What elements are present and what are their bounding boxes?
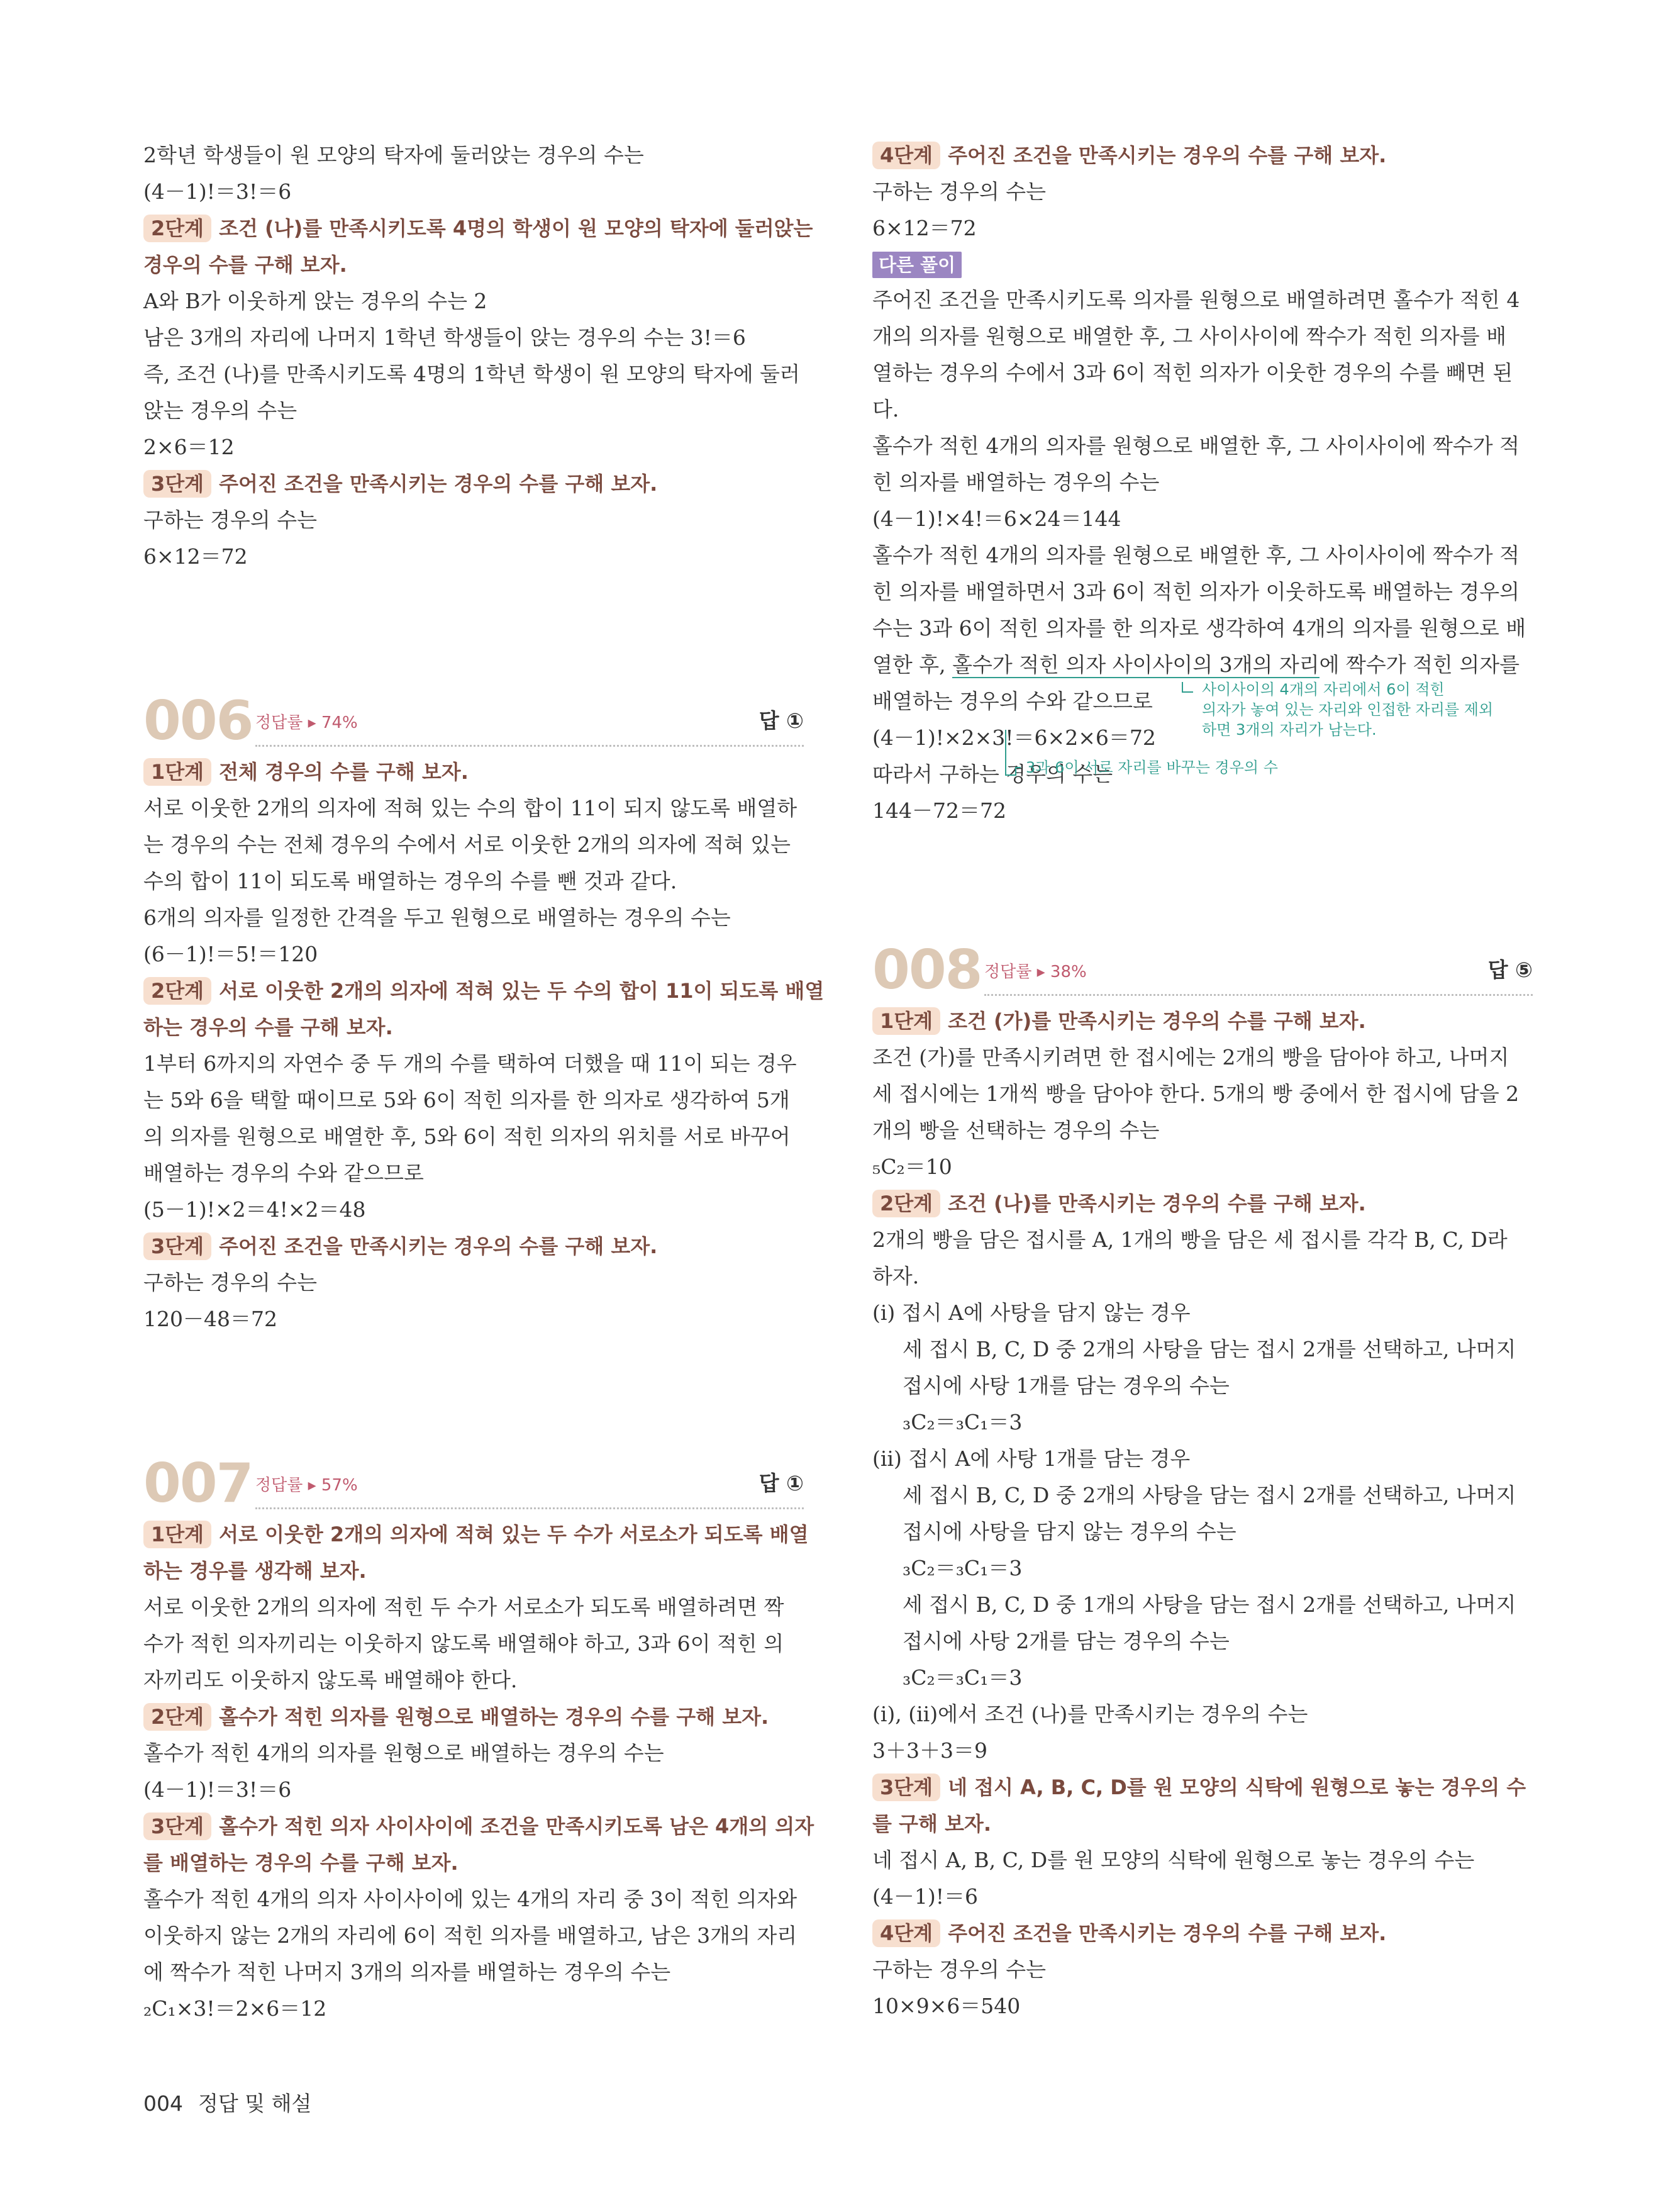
step-heading-line: [143, 1228, 804, 1265]
text-line: 는 경우의 수는 전체 경우의 수에서 서로 이웃한 2개의 의자에 적혀 있는: [143, 832, 791, 857]
step-heading-line: [143, 754, 804, 790]
step-heading-line: [872, 1915, 1533, 1952]
step-title: 하는 경우를 생각해 보자.: [143, 1559, 367, 1583]
text-line: 세 접시에는 1개씩 빵을 담아야 한다. 5개의 빵 중에서 한 접시에 담을 2: [872, 1081, 1520, 1106]
step-heading-line: [872, 1003, 1533, 1039]
step-heading: [872, 1915, 1533, 1952]
text-line: 구하는 경우의 수는: [872, 179, 1047, 204]
text-line: 힌 의자를 배열하면서 3과 6이 적힌 의자가 이웃하도록 배열하는 경우의: [872, 579, 1520, 604]
text-line: 즉, 조건 (나)를 만족시키도록 4명의 1학년 학생이 원 모양의 탁자에 둘러: [143, 362, 800, 386]
text-line: 개의 의자를 원형으로 배열한 후, 그 사이사이에 짝수가 적힌 의자를 배: [872, 324, 1506, 349]
step-badge: 2단계: [143, 1703, 211, 1731]
step-badge: 2단계: [872, 1190, 940, 1217]
step-heading: [143, 210, 813, 283]
step-title: 주어진 조건을 만족시키는 경우의 수를 구해 보자.: [948, 1921, 1387, 1945]
text-line: 6개의 의자를 일정한 간격을 두고 원형으로 배열하는 경우의 수는: [143, 905, 731, 930]
text-line: 다.: [872, 397, 899, 422]
text-line: 3＋3＋3＝9: [872, 1738, 987, 1763]
dotted-divider: [255, 745, 804, 747]
answer-label: 답 ①: [759, 1471, 804, 1495]
text-line: ₃C₂＝₃C₁＝3: [903, 1410, 1023, 1434]
text-line: 홀수가 적힌 4개의 의자를 원형으로 배열한 후, 그 사이사이에 짝수가 적: [872, 543, 1520, 567]
text-line: 구하는 경우의 수는: [872, 1957, 1047, 1982]
correct-rate: 정답률 ▸ 74%: [255, 713, 358, 732]
text-line: 는 5와 6을 택할 때이므로 5와 6이 적힌 의자를 한 의자로 생각하여 5개: [143, 1088, 790, 1112]
step-heading-line: [872, 1806, 1533, 1842]
text-line: 에 짝수가 적힌 나머지 3개의 의자를 배열하는 경우의 수는: [143, 1960, 671, 1984]
text-line: 조건 (가)를 만족시키려면 한 접시에는 2개의 빵을 담아야 하고, 나머지: [872, 1045, 1509, 1070]
text-block: [143, 790, 804, 973]
step-heading-line: [143, 1699, 804, 1735]
step-title: 전체 경우의 수를 구해 보자.: [219, 760, 469, 784]
text-line: 앉는 경우의 수는: [143, 398, 297, 423]
text-line: 하면 3개의 자리가 남는다.: [1202, 721, 1377, 739]
step-title: 주어진 조건을 만족시키는 경우의 수를 구해 보자.: [219, 472, 658, 496]
step-title: 서로 이웃한 2개의 의자에 적혀 있는 두 수의 합이 11이 되도록 배열: [219, 979, 825, 1003]
step-heading: [143, 754, 804, 790]
step-title: 네 접시 A, B, C, D를 원 모양의 식탁에 원형으로 놓는 경우의 수: [948, 1775, 1526, 1799]
text-line: 남은 3개의 자리에 나머지 1학년 학생들이 앉는 경우의 수는 3!＝6: [143, 325, 746, 350]
step-title: 조건 (가)를 만족시키는 경우의 수를 구해 보자.: [948, 1009, 1366, 1033]
problem-header-007: [143, 1453, 804, 1516]
text-line: 하자.: [872, 1264, 920, 1288]
text-line: 주어진 조건을 만족시키도록 의자를 원형으로 배열하려면 홀수가 적힌 4: [872, 288, 1520, 312]
text-line: 배열하는 경우의 수와 같으므로: [872, 689, 1153, 713]
step-heading: [872, 137, 1533, 174]
text-block: [143, 1735, 804, 1808]
text-line: 따라서 구하는 경우의 수는: [872, 762, 1113, 786]
text-line: (4－1)!＝6: [872, 1884, 978, 1909]
text-line: 2학년 학생들이 원 모양의 탁자에 둘러앉는 경우의 수는: [143, 143, 644, 167]
step-heading-line: [143, 466, 804, 502]
text-line: 서로 이웃한 2개의 의자에 적힌 두 수가 서로소가 되도록 배열하려면 짝: [143, 1595, 784, 1619]
text-line: 사이사이의 4개의 자리에서 6이 적힌: [1202, 681, 1445, 698]
correct-rate: 정답률 ▸ 38%: [984, 963, 1087, 981]
step-heading-line: [143, 1845, 804, 1881]
answer-label: 답 ①: [759, 708, 804, 733]
annotation-note-1: [1202, 679, 1493, 740]
text-line: 6×12＝72: [143, 544, 248, 569]
text-line: ₅C₂＝10: [872, 1154, 952, 1179]
alt-solution-badge: 다른 풀이: [872, 252, 962, 278]
step-heading-line: [143, 1516, 809, 1553]
step-heading: [143, 466, 804, 502]
step-title: 서로 이웃한 2개의 의자에 적혀 있는 두 수가 서로소가 되도록 배열: [219, 1522, 809, 1546]
text-line: 접시에 사탕 2개를 담는 경우의 수는: [903, 1629, 1230, 1653]
text-line: (4－1)!＝3!＝6: [143, 1777, 292, 1802]
answer-label: 답 ⑤: [1487, 958, 1533, 982]
text-line: 1부터 6까지의 자연수 중 두 개의 수를 택하여 더했을 때 11이 되는 경우: [143, 1051, 797, 1076]
left-column: [143, 137, 825, 2027]
case-label: (ⅱ) 접시 A에 사탕 1개를 담는 경우: [872, 1446, 1191, 1471]
step-heading: [143, 1699, 804, 1735]
text-line: 서로 이웃한 2개의 의자에 적혀 있는 수의 합이 11이 되지 않도록 배열하: [143, 796, 797, 820]
text-line: 2개의 빵을 담은 접시를 A, 1개의 빵을 담은 세 접시를 각각 B, C, D라: [872, 1227, 1508, 1252]
step-heading: [872, 1185, 1533, 1222]
alt-solution-body: [872, 282, 1533, 647]
text-line: 접시에 사탕 1개를 담는 경우의 수는: [903, 1373, 1230, 1398]
step-badge: 1단계: [143, 1521, 211, 1548]
step-badge: 3단계: [143, 1813, 211, 1840]
text-line: 의 의자를 원형으로 배열한 후, 5와 6이 적힌 의자의 위치를 서로 바꾸어: [143, 1124, 791, 1149]
right-column: [872, 137, 1533, 2025]
text-line: (4－1)!×2×3!＝6×2×6＝72: [872, 725, 1156, 750]
step-badge: 3단계: [143, 470, 211, 498]
text-line: (6－1)!＝5!＝120: [143, 942, 318, 966]
step-heading: [143, 973, 825, 1046]
text-block: [872, 1696, 1533, 1769]
text-line: 배열하는 경우의 수와 같으므로: [143, 1161, 424, 1185]
text-line: 구하는 경우의 수는: [143, 508, 318, 532]
correct-rate: 정답률 ▸ 57%: [255, 1476, 358, 1495]
step-badge: 2단계: [143, 215, 211, 242]
step-heading-line: [143, 1808, 814, 1845]
step-badge: 2단계: [143, 977, 211, 1005]
step-badge: 1단계: [872, 1007, 940, 1035]
text-line: 144－72＝72: [872, 798, 1006, 823]
step-title: 홀수가 적힌 의자 사이사이에 조건을 만족시키도록 남은 4개의 의자: [219, 1814, 814, 1838]
text-line: (4－1)!＝3!＝6: [143, 179, 292, 204]
text-line: ₃C₂＝₃C₁＝3: [903, 1665, 1023, 1690]
text-line: 세 접시 B, C, D 중 2개의 사탕을 담는 접시 2개를 선택하고, 나머지: [903, 1337, 1516, 1361]
text-line: 개의 빵을 선택하는 경우의 수는: [872, 1118, 1160, 1142]
problem-number: 008: [872, 939, 982, 1002]
text-line: 의자가 놓여 있는 자리와 인접한 자리를 제외: [1202, 701, 1494, 718]
step-title: 를 구해 보자.: [872, 1812, 991, 1836]
dotted-divider: [255, 1507, 804, 1509]
footer-title: 정답 및 해설: [198, 2091, 312, 2116]
case-body: [872, 1477, 1533, 1696]
text-block: [143, 1046, 804, 1228]
text-line: 6×12＝72: [872, 216, 977, 240]
step-heading-line: [872, 1769, 1533, 1806]
text-line: 힌 의자를 배열하는 경우의 수는: [872, 470, 1160, 494]
step-title: 경우의 수를 구해 보자.: [143, 253, 347, 277]
step-badge: 3단계: [143, 1232, 211, 1260]
step-badge: 3단계: [872, 1774, 940, 1801]
text-block: [143, 283, 804, 466]
step-heading-line: [143, 1553, 804, 1589]
text-line: 구하는 경우의 수는: [143, 1270, 318, 1295]
text-line: 세 접시 B, C, D 중 1개의 사탕을 담는 접시 2개를 선택하고, 나머지: [903, 1592, 1516, 1617]
step-heading: [872, 1003, 1533, 1039]
step-badge: 1단계: [143, 758, 211, 786]
text-block: [872, 174, 1533, 247]
text-block: [143, 1265, 804, 1338]
text-line: 열하는 경우의 수에서 3과 6이 적힌 의자가 이웃한 경우의 수를 빼면 된: [872, 360, 1513, 385]
step-heading: [143, 1516, 809, 1589]
text-line: (ⅰ), (ⅱ)에서 조건 (나)를 만족시키는 경우의 수는: [872, 1702, 1308, 1726]
text-line: ₂C₁×3!＝2×6＝12: [143, 1996, 327, 2021]
underlined-phrase: 홀수가 적힌 의자 사이사이의 3개의 자리: [952, 652, 1320, 677]
step-badge: 4단계: [872, 1919, 940, 1947]
text-block: [872, 1952, 1533, 2025]
step-heading-line: [872, 1185, 1533, 1222]
step-title: 주어진 조건을 만족시키는 경우의 수를 구해 보자.: [948, 143, 1387, 167]
case-label: (ⅰ) 접시 A에 사탕을 담지 않는 경우: [872, 1300, 1191, 1325]
problem-number: 006: [143, 690, 253, 752]
text-line: 자끼리도 이웃하지 않도록 배열해야 한다.: [143, 1668, 518, 1692]
step-title: 조건 (나)를 만족시키는 경우의 수를 구해 보자.: [948, 1192, 1366, 1215]
step-heading: [143, 1808, 814, 1881]
step-heading-line: [143, 973, 825, 1009]
text-line: (5－1)!×2＝4!×2＝48: [143, 1197, 366, 1222]
text-line: 수가 적힌 의자끼리는 이웃하지 않도록 배열해야 하고, 3과 6이 적힌 의: [143, 1631, 784, 1656]
text-line: ₃C₂＝₃C₁＝3: [903, 1556, 1023, 1580]
text-line: 수는 3과 6이 적힌 의자를 한 의자로 생각하여 4개의 의자를 원형으로 배: [872, 616, 1526, 640]
text-line: 홀수가 적힌 4개의 의자를 원형으로 배열한 후, 그 사이사이에 짝수가 적: [872, 433, 1520, 458]
alt-tail-wrap: [872, 683, 1533, 829]
step-heading-line: [143, 210, 813, 247]
step-title: 주어진 조건을 만족시키는 경우의 수를 구해 보자.: [219, 1234, 658, 1258]
text-line: 120－48＝72: [143, 1307, 277, 1331]
text-line: A와 B가 이웃하게 앉는 경우의 수는 2: [143, 289, 487, 313]
step-title: 하는 경우의 수를 구해 보자.: [143, 1015, 393, 1039]
text-line: 네 접시 A, B, C, D를 원 모양의 식탁에 원형으로 놓는 경우의 수는: [872, 1848, 1475, 1872]
text-line: 접시에 사탕을 담지 않는 경우의 수는: [903, 1519, 1236, 1544]
problem-header-006: [143, 691, 804, 754]
text-block: [872, 1842, 1533, 1915]
text-block: [872, 1222, 1533, 1295]
step-badge: 4단계: [872, 142, 940, 169]
annotation-note-2: 3과 6이 서로 자리를 바꾸는 경우의 수: [1026, 759, 1278, 776]
problem-header-008: [872, 940, 1533, 1003]
text-block: [143, 1881, 804, 2027]
text-block: [143, 502, 804, 575]
case-body: [872, 1331, 1533, 1441]
text-line: 홀수가 적힌 4개의 의자를 원형으로 배열하는 경우의 수는: [143, 1741, 664, 1765]
step-heading: [872, 1769, 1533, 1842]
text-line: 홀수가 적힌 4개의 의자 사이사이에 있는 4개의 자리 중 3이 적힌 의자와: [143, 1887, 797, 1911]
step-title: 홀수가 적힌 의자를 원형으로 배열하는 경우의 수를 구해 보자.: [219, 1705, 769, 1729]
step-title: 조건 (나)를 만족시키도록 4명의 학생이 원 모양의 탁자에 둘러앉는: [219, 216, 813, 240]
text-block: [143, 1589, 804, 1699]
dotted-divider: [984, 994, 1533, 996]
alt-underlined-line: 열한 후, 홀수가 적힌 의자 사이사이의 3개의 자리에 짝수가 적힌 의자를: [872, 652, 1520, 677]
text-line: 10×9×6＝540: [872, 1994, 1021, 2018]
text-line: 이웃하지 않는 2개의 자리에 6이 적힌 의자를 배열하고, 남은 3개의 자리: [143, 1923, 797, 1948]
text-block: [872, 1039, 1533, 1185]
step-heading: [143, 1228, 804, 1265]
page-number: 004: [143, 2091, 183, 2116]
step-heading-line: [143, 247, 804, 283]
problem-number: 007: [143, 1452, 253, 1515]
text-line: 세 접시 B, C, D 중 2개의 사탕을 담는 접시 2개를 선택하고, 나머지: [903, 1483, 1516, 1507]
annotation-connectors: [872, 683, 879, 690]
text-line: 2×6＝12: [143, 435, 235, 459]
text-block: [143, 137, 804, 210]
step-heading-line: [872, 137, 1533, 174]
step-heading-line: [143, 1009, 804, 1046]
text-line: (4－1)!×4!＝6×24＝144: [872, 506, 1121, 531]
page-footer: [143, 2087, 311, 2117]
step-title: 를 배열하는 경우의 수를 구해 보자.: [143, 1851, 458, 1875]
text-line: 수의 합이 11이 되도록 배열하는 경우의 수를 뺀 것과 같다.: [143, 869, 677, 893]
